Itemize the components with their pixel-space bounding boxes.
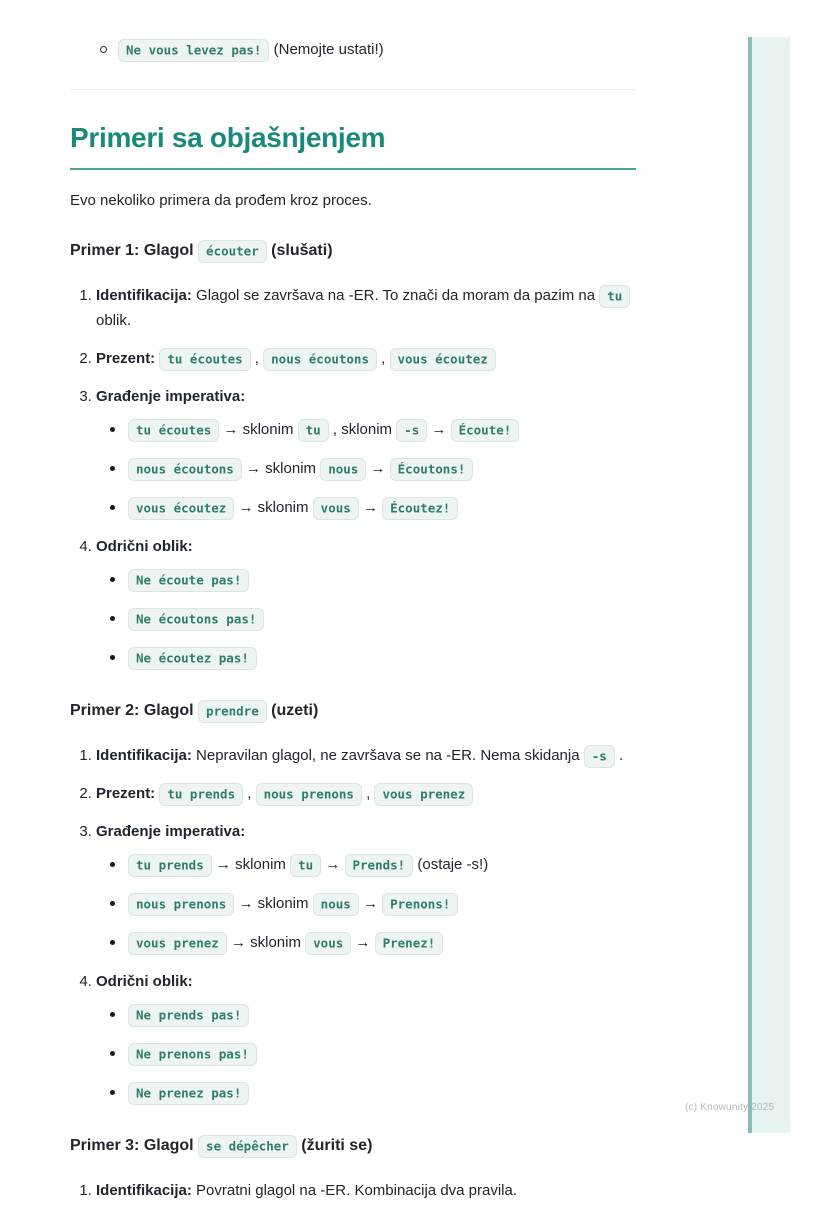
bullet-list [96, 417, 636, 521]
code-chip: Écoutez! [382, 497, 458, 520]
inline-text: (žuriti se) [296, 1137, 373, 1154]
inline-text: → [321, 856, 345, 873]
code-chip: nous [313, 893, 359, 916]
code-chip: -s [584, 745, 615, 768]
watermark: (c) Knowunity 2025 [685, 1102, 775, 1113]
code-chip: Prends! [345, 854, 414, 877]
inline-text: Primer 3: Glagol [70, 1137, 199, 1154]
bullet-item [109, 1041, 636, 1067]
bullet-item [109, 852, 636, 878]
code-chip: nous [320, 458, 366, 481]
inline-text: , [243, 785, 256, 802]
inline-text: Primer 2: Glagol [70, 702, 199, 719]
code-chip: tu écoutes [128, 419, 219, 442]
inline-text: Nepravilan glagol, ne završava se na -ER. Nema skidanja [191, 747, 584, 764]
example-title [70, 1134, 636, 1158]
step-label: Prezent: [96, 350, 156, 367]
step-item [96, 819, 636, 956]
step-label: Identifikacija: [96, 1182, 192, 1199]
code-chip: tu écoutes [159, 348, 250, 371]
steps-list [70, 743, 636, 1106]
code-chip: nous prenons [256, 783, 362, 806]
inline-text: → sklonim [219, 421, 298, 438]
code-chip: vous [305, 932, 351, 955]
inline-text: oblik. [96, 287, 635, 329]
bullet-list [96, 567, 636, 671]
inline-text: Glagol se završava na -ER. To znači da moram da pazim na [191, 287, 600, 304]
code-chip: tu prends [159, 783, 243, 806]
bullet-item [109, 1002, 636, 1028]
step-item [96, 969, 636, 1106]
inline-text: → [358, 499, 383, 516]
code-chip: Ne prends pas! [128, 1004, 249, 1027]
inline-text: → sklonim [234, 499, 313, 516]
code-chip: vous prenez [374, 783, 473, 806]
inline-text: → sklonim [226, 934, 306, 951]
code-chip: prendre [198, 700, 267, 723]
bullet-item [109, 891, 636, 917]
step-item [96, 743, 636, 768]
step-item [96, 534, 636, 671]
code-chip: vous écoutez [390, 348, 496, 371]
bullet-item [109, 456, 636, 482]
inline-text: , [361, 785, 375, 802]
inline-text: (slušati) [266, 242, 333, 259]
step-item [96, 346, 636, 371]
inline-text: (ostaje -s!) [413, 856, 489, 873]
code-chip: Ne écoutez pas! [128, 647, 257, 670]
code-chip: nous écoutons [128, 458, 242, 481]
step-label: Identifikacija: [96, 287, 192, 304]
example-title [70, 699, 636, 723]
code-chip: Prenons! [382, 893, 458, 916]
examples-container [70, 239, 636, 1203]
steps-list [70, 283, 636, 671]
intro-paragraph: Evo nekoliko primera da prođem kroz proces. [70, 192, 372, 209]
inline-text: (Nemojte ustati!) [269, 41, 384, 58]
inline-text: → sklonim [234, 895, 313, 912]
bullet-item [109, 567, 636, 593]
code-chip: Ne écoute pas! [128, 569, 249, 592]
bullet-list [96, 1002, 636, 1106]
inline-text: → [351, 934, 375, 951]
bullet-item [109, 495, 636, 521]
code-chip: Ne prenons pas! [128, 1043, 257, 1066]
code-chip: tu [599, 285, 630, 308]
bullet-list [96, 852, 636, 956]
inline-text: → [427, 421, 451, 438]
code-chip: nous prenons [128, 893, 234, 916]
inline-text: Primer 1: Glagol [70, 242, 199, 259]
step-label: Odrični oblik: [96, 973, 193, 990]
step-item [96, 1178, 636, 1203]
step-item [96, 781, 636, 806]
step-label: Građenje imperativa: [96, 388, 246, 405]
code-chip: vous prenez [128, 932, 227, 955]
inline-text: → [358, 895, 383, 912]
document-content [70, 38, 636, 1216]
inline-text: , sklonim [328, 421, 397, 438]
inline-text: , [376, 350, 390, 367]
code-chip: -s [396, 419, 427, 442]
code-chip: écouter [198, 240, 267, 263]
bullet-item [109, 1080, 636, 1106]
step-label: Identifikacija: [96, 747, 192, 764]
code-chip: tu [290, 854, 321, 877]
list-item [70, 38, 636, 62]
steps-list [70, 1178, 636, 1203]
step-label: Prezent: [96, 785, 156, 802]
inline-text: → [366, 460, 390, 477]
page-title: Primeri sa objašnjenjem [70, 121, 636, 170]
code-chip: Ne vous levez pas! [118, 39, 269, 62]
code-chip: vous écoutez [128, 497, 234, 520]
bullet-item [109, 606, 636, 632]
circle-bullet-icon [100, 46, 107, 53]
code-chip: tu [298, 419, 329, 442]
code-chip: tu prends [128, 854, 212, 877]
inline-text: Povratni glagol na -ER. Kombinacija dva pravila. [191, 1182, 518, 1199]
step-label: Građenje imperativa: [96, 823, 246, 840]
code-chip: vous [313, 497, 359, 520]
step-item [96, 283, 636, 333]
example-title [70, 239, 636, 263]
code-chip: Ne prenez pas! [128, 1082, 249, 1105]
bullet-item [109, 930, 636, 956]
code-chip: Prenez! [375, 932, 444, 955]
code-chip: nous écoutons [263, 348, 377, 371]
inline-text: , [250, 350, 264, 367]
section-divider [70, 89, 636, 90]
code-chip: se dépêcher [198, 1135, 297, 1158]
inline-text: . [614, 747, 624, 764]
bullet-item [109, 417, 636, 443]
step-item [96, 384, 636, 521]
code-chip: Ne écoutons pas! [128, 608, 264, 631]
inline-text: (uzeti) [266, 702, 319, 719]
step-label: Odrični oblik: [96, 538, 193, 555]
inline-text: → sklonim [241, 460, 321, 477]
page-edge-bar [748, 37, 790, 1133]
inline-text: → sklonim [211, 856, 291, 873]
code-chip: Écoutons! [390, 458, 474, 481]
code-chip: Écoute! [451, 419, 520, 442]
bullet-item [109, 645, 636, 671]
